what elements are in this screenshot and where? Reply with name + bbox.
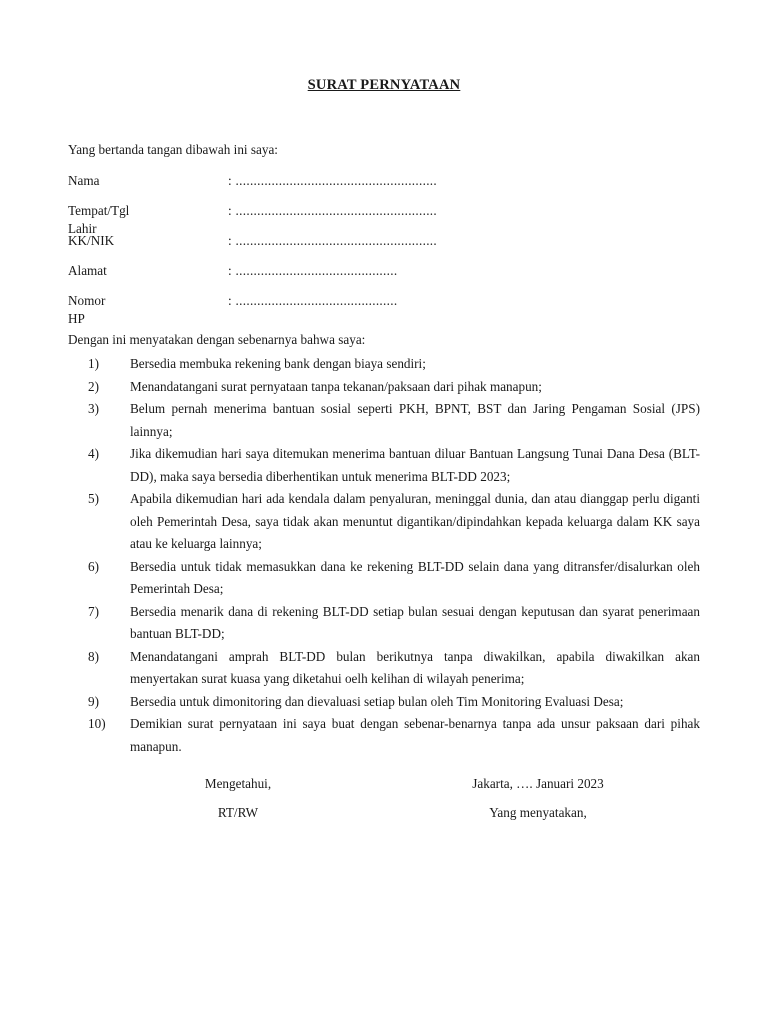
item-number: 3): [88, 401, 99, 416]
intro-text: Yang bertanda tangan dibawah ini saya:: [68, 142, 278, 157]
list-item: [68, 353, 700, 376]
item-number: 10): [88, 716, 106, 731]
field-label: Tempat/Tgl Lahir: [68, 203, 130, 236]
item-text: Bersedia membuka rekening bank dengan biaya sendiri;: [130, 356, 426, 371]
item-text: Apabila dikemudian hari ada kendala dalam penyaluran, meninggal dunia, dan atau dianggap perlu diganti oleh Pemerintah Desa, saya tidak akan menuntut digantikan/dipindahkan kepada keluarga dalam KK saya atau ke keluarga lainnya;: [130, 491, 700, 551]
item-text: Menandatangani surat pernyataan tanpa tekanan/paksaan dari pihak manapun;: [130, 378, 542, 394]
field-label: Nomor HP: [68, 293, 106, 326]
statement-text: Dengan ini menyatakan dengan sebenarnya bahwa saya:: [68, 332, 366, 347]
field-value: : .............................................: [228, 293, 398, 308]
list-item: [68, 398, 700, 443]
field-label: Alamat: [68, 263, 107, 278]
field-label: KK/NIK: [68, 233, 115, 248]
field-value: : ........................................................: [228, 173, 437, 188]
item-text: Bersedia menarik dana di rekening BLT-DD setiap bulan sesuai dengan keputusan dan syarat penerimaan bantuan BLT-DD;: [130, 603, 700, 641]
field-label: Nama: [68, 173, 100, 188]
item-text: Jika dikemudian hari saya ditemukan menerima bantuan diluar Bantuan Langsung Tunai Dana Desa (BLT-DD), maka saya bersedia diberhentikan untuk menerima BLT-DD 2023;: [130, 446, 700, 484]
field-value: : ........................................................: [228, 203, 437, 218]
signature-left-heading: Mengetahui,: [204, 776, 272, 791]
signature-left-role: RT/RW: [217, 805, 259, 820]
list-item: [68, 376, 700, 399]
item-text: Bersedia untuk tidak memasukkan dana ke rekening BLT-DD selain dana yang ditransfer/disalurkan oleh Pemerintah Desa;: [130, 558, 700, 596]
item-number: 4): [88, 446, 99, 461]
list-item: [68, 601, 700, 646]
item-number: 6): [88, 558, 99, 574]
list-item: [68, 443, 700, 488]
item-text: Belum pernah menerima bantuan sosial seperti PKH, BPNT, BST dan Jaring Pengaman Sosial (JPS) lainnya;: [130, 401, 700, 439]
item-number: 8): [88, 648, 99, 664]
item-text: Bersedia untuk dimonitoring dan dievaluasi setiap bulan oleh Tim Monitoring Evaluasi Desa;: [130, 693, 624, 709]
item-text: Demikian surat pernyataan ini saya buat dengan sebenar-benarnya tanpa ada unsur paksaan dari pihak manapun.: [130, 716, 700, 754]
signature-right-place-date: Jakarta, …. Januari 2023: [472, 776, 604, 791]
list-item: [68, 646, 700, 691]
item-number: 9): [88, 693, 99, 709]
item-number: 7): [88, 603, 99, 619]
field-value: : .............................................: [228, 263, 398, 278]
list-item: [68, 556, 700, 601]
signature-right-role: Yang menyatakan,: [489, 805, 587, 820]
statement-list: [68, 353, 700, 758]
item-number: 5): [88, 491, 99, 506]
field-value: : ........................................................: [228, 233, 437, 248]
item-number: 2): [88, 378, 99, 394]
list-item: [68, 488, 700, 556]
document-title: SURAT PERNYATAAN: [307, 77, 461, 93]
list-item: [68, 691, 700, 714]
item-text: Menandatangani amprah BLT-DD bulan berikutnya tanpa diwakilkan, apabila diwakilkan akan menyertakan surat kuasa yang diketahui oelh kelihan di wilayah penerima;: [130, 648, 700, 686]
list-item: [68, 713, 700, 758]
item-number: 1): [88, 356, 99, 371]
